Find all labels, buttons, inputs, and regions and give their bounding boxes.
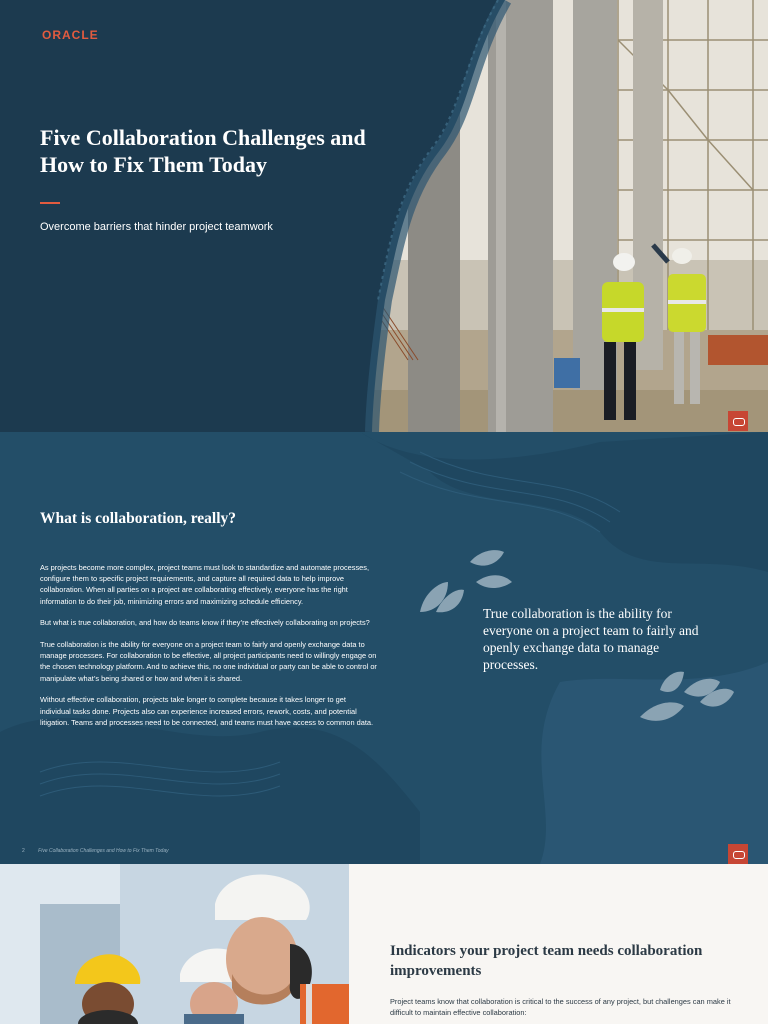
collaboration-page [0,432,768,864]
section-heading: Indicators your project team needs collaboration improvements [390,943,703,979]
oracle-logo: ORACLE [42,28,99,42]
footer-title: Five Collaboration Challenges and How to Fix Them Today [38,848,169,854]
page-number: 2 [22,848,25,854]
indicators-page [0,864,768,1024]
oracle-badge-icon [728,411,748,431]
cover-page [0,0,768,432]
body-text: Project teams know that collaboration is critical to the success of any project, but challenges can make it difficult to maintain effective collaboration: [390,997,731,1018]
body-text [40,562,378,738]
pull-quote: True collaboration is the ability for everyone on a project team to fairly and openly exchange data to manage processes. [483,606,699,672]
construction-workers-photo [0,864,349,1024]
cover-subtitle: Overcome barriers that hinder project teamwork [40,221,273,233]
paragraph: But what is true collaboration, and how do teams know if they’re effectively collaborating on projects? [40,618,370,628]
paragraph: As projects become more complex, project teams must look to standardize and automate processes, configure them to specific project requirements, and capture all required data to help improve collaboration. When all parties on a project are collaborating effectively, everyone has the right information to do their job, minimizing errors and maximizing schedule efficiency. [40,563,370,606]
page-title: Five Collaboration Challenges and How to Fix Them Today [40,125,366,177]
title-accent-divider [40,202,60,204]
oracle-badge-icon [728,844,748,864]
wave-pattern-decoration [0,0,768,432]
paragraph: Without effective collaboration, projects take longer to complete because it takes longer to get individual tasks done. Projects also can experience increased errors, rework, costs, and potential litigation. Teams and processes need to be connected, and teams must have access to common data. [40,695,374,727]
paragraph: True collaboration is the ability for everyone on a project team to fairly and openly exchange data to manage processes. For collaboration to be effective, all project participants need to willingly engage on the chosen technology platform. And to achieve this, no one individual or party can be able to control or manipulate what’s being shared or how and when it is shared. [40,640,377,683]
section-heading: What is collaboration, really? [40,510,237,527]
page-footer [22,848,169,854]
